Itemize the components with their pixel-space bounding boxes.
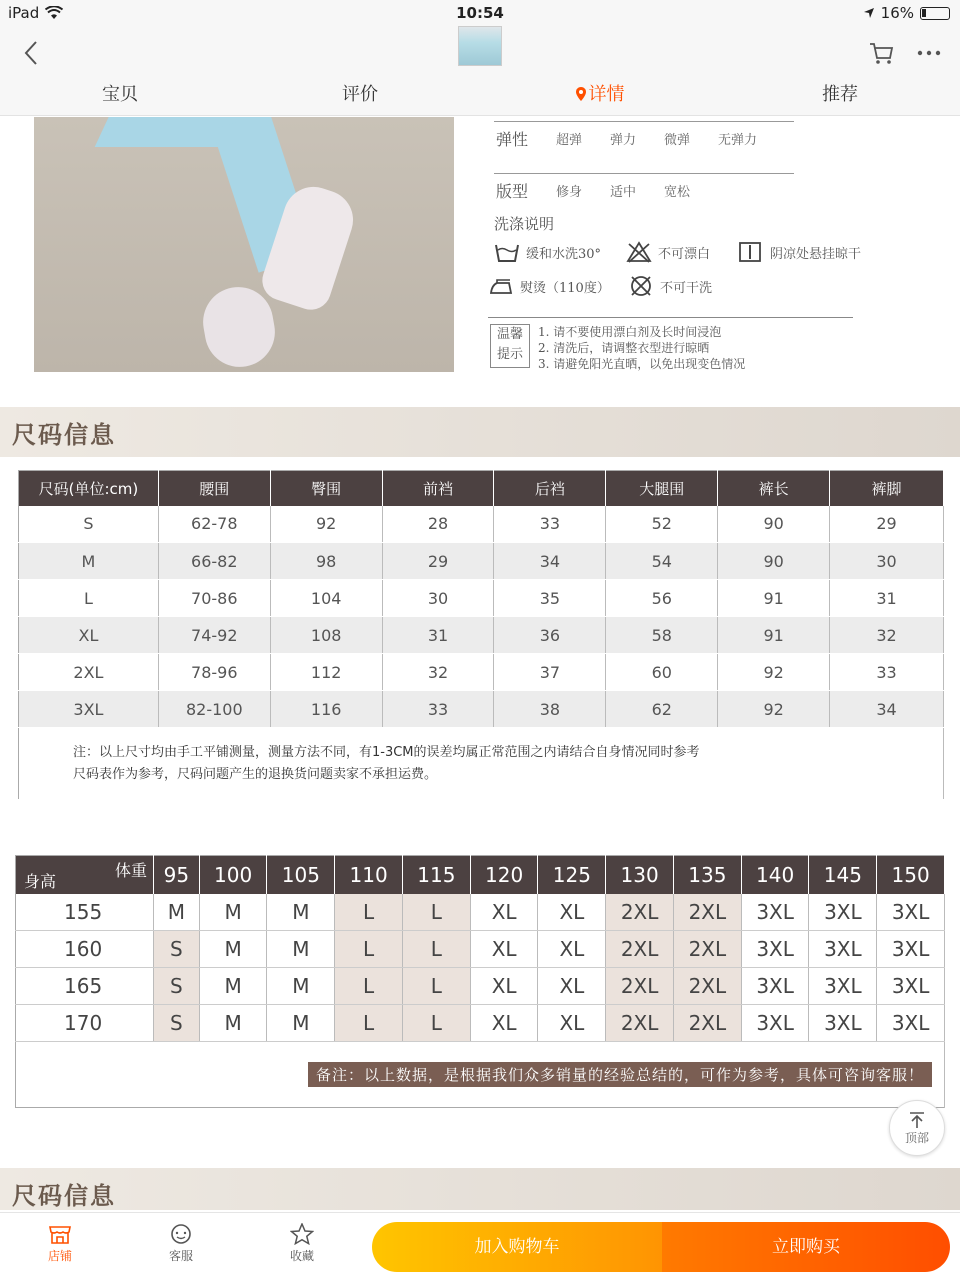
tip-line: 1. 请不要使用漂白剂及长时间浸泡 (538, 325, 722, 339)
tip-line: 2. 清洗后，请调整衣型进行晾晒 (538, 341, 710, 355)
back-to-top-button[interactable] (889, 1100, 945, 1156)
no-bleach-icon (626, 241, 652, 263)
table-row: 2XL 78-96 112 32 37 60 92 33 (19, 654, 944, 691)
fit-table-header (16, 856, 945, 894)
weight-header: 150 (877, 856, 945, 894)
status-bar (0, 0, 960, 26)
spec-option: 弹力 (610, 133, 637, 148)
table-row: 160 S M M L L XL XL 2XL 2XL 3XL 3XL 3XL (16, 931, 945, 968)
weight-header: 100 (199, 856, 267, 894)
table-row: 165 S M M L L XL XL 2XL 2XL 3XL 3XL 3XL (16, 968, 945, 1005)
tab-bar (0, 78, 960, 112)
column-header: 尺码(单位:cm) (19, 471, 159, 506)
fit-label: 版型 (496, 182, 529, 201)
section-title: 尺码信息 (12, 1181, 116, 1210)
column-header: 大腿围 (606, 471, 718, 506)
column-header: 裤脚 (830, 471, 944, 506)
status-time: 10:54 (456, 4, 504, 22)
size-note-row (19, 728, 944, 800)
weight-header: 95 (154, 856, 200, 894)
favorite-button[interactable]: 收藏 (262, 1223, 342, 1264)
location-pin-icon (576, 87, 586, 101)
spec-option: 适中 (610, 185, 637, 200)
tab-details-label: 详情 (588, 84, 625, 105)
shop-button[interactable]: 店铺 (20, 1223, 100, 1264)
detail-content (0, 117, 960, 1210)
weight-header: 135 (673, 856, 741, 894)
tab-details[interactable] (480, 78, 720, 112)
wash-item: 不可干洗 (628, 275, 712, 297)
bottom-action-bar (0, 1212, 960, 1280)
battery-icon (920, 7, 950, 20)
product-thumbnail[interactable] (458, 26, 502, 66)
column-header: 腰围 (158, 471, 270, 506)
elasticity-label: 弹性 (496, 130, 529, 149)
weight-header: 110 (335, 856, 403, 894)
battery-percent: 16% (880, 4, 914, 22)
care-tips (488, 317, 853, 375)
add-to-cart-button[interactable]: 加入购物车 (372, 1222, 662, 1272)
fit-table (15, 855, 945, 1108)
table-row: M 66-82 98 29 34 54 90 30 (19, 543, 944, 580)
location-arrow-icon (863, 7, 875, 19)
line-dry-icon (738, 241, 764, 263)
column-header: 臀围 (270, 471, 382, 506)
table-row: L 70-86 104 30 35 56 91 31 (19, 580, 944, 617)
wash-tub-icon (494, 241, 520, 263)
size-table-header (19, 471, 944, 506)
shop-icon (48, 1223, 72, 1245)
tab-reviews[interactable]: 评价 (342, 84, 378, 105)
section-header (0, 407, 960, 457)
wash-item: 缓和水洗30° (494, 241, 601, 263)
weight-header: 115 (402, 856, 470, 894)
product-photo (34, 117, 454, 372)
weight-header: 105 (267, 856, 335, 894)
cart-icon[interactable] (868, 40, 894, 66)
service-button[interactable]: 客服 (141, 1223, 221, 1264)
product-specs (488, 117, 908, 387)
table-row: S 62-78 92 28 33 52 90 29 (19, 506, 944, 543)
section-title: 尺码信息 (12, 420, 116, 449)
wash-title: 洗涤说明 (494, 215, 555, 233)
weight-header: 125 (538, 856, 606, 894)
table-row: 170 S M M L L XL XL 2XL 2XL 3XL 3XL 3XL (16, 1005, 945, 1042)
tab-recommend[interactable]: 推荐 (822, 84, 858, 105)
back-icon[interactable] (18, 38, 48, 68)
column-header: 前裆 (382, 471, 494, 506)
spec-option: 修身 (556, 185, 583, 200)
iron-icon (488, 275, 514, 297)
corner-header: 体重 身高 (16, 856, 154, 894)
tab-item[interactable]: 宝贝 (102, 84, 138, 105)
more-icon[interactable] (916, 40, 942, 66)
tips-label: 温馨 提示 (490, 324, 530, 368)
wash-item: 不可漂白 (626, 241, 710, 263)
column-header: 裤长 (718, 471, 830, 506)
star-icon (290, 1223, 314, 1245)
no-dry-clean-icon (628, 275, 654, 297)
weight-header: 145 (809, 856, 877, 894)
tip-line: 3. 请避免阳光直晒，以免出现变色情况 (538, 357, 746, 371)
weight-header: 140 (741, 856, 809, 894)
size-note: 尺码表作为参考，尺码问题产生的退换货问题卖家不承担运费。 (73, 766, 438, 782)
device-name: iPad (8, 4, 40, 22)
weight-header: 120 (470, 856, 538, 894)
spec-option: 微弹 (664, 133, 691, 148)
weight-header: 130 (606, 856, 674, 894)
buy-now-button[interactable]: 立即购买 (662, 1222, 950, 1272)
table-row: XL 74-92 108 31 36 58 91 32 (19, 617, 944, 654)
fit-note-row (16, 1042, 945, 1108)
column-header: 后裆 (494, 471, 606, 506)
spec-option: 超弹 (556, 133, 583, 148)
back-to-top-label: 顶部 (904, 1131, 929, 1145)
spec-option: 无弹力 (718, 133, 758, 148)
table-row: 155 M M M L L XL XL 2XL 2XL 3XL 3XL 3XL (16, 894, 945, 931)
size-table (18, 470, 944, 800)
fit-note: 备注：以上数据，是根据我们众多销量的经验总结的，可作为参考，具体可咨询客服！ (308, 1062, 932, 1087)
arrow-up-icon (908, 1111, 926, 1129)
chat-icon (169, 1223, 193, 1245)
size-note: 注：以上尺寸均由手工平铺测量，测量方法不同，有1-3CM的误差均属正常范围之内请结合自身情况同时参考 (73, 744, 700, 760)
spec-option: 宽松 (664, 185, 691, 200)
table-row: 3XL 82-100 116 33 38 62 92 34 (19, 691, 944, 728)
wash-item: 熨烫（110度） (488, 275, 610, 297)
wash-item: 阴凉处悬挂晾干 (738, 241, 861, 263)
top-navigation (0, 26, 960, 116)
section-header (0, 1168, 960, 1210)
